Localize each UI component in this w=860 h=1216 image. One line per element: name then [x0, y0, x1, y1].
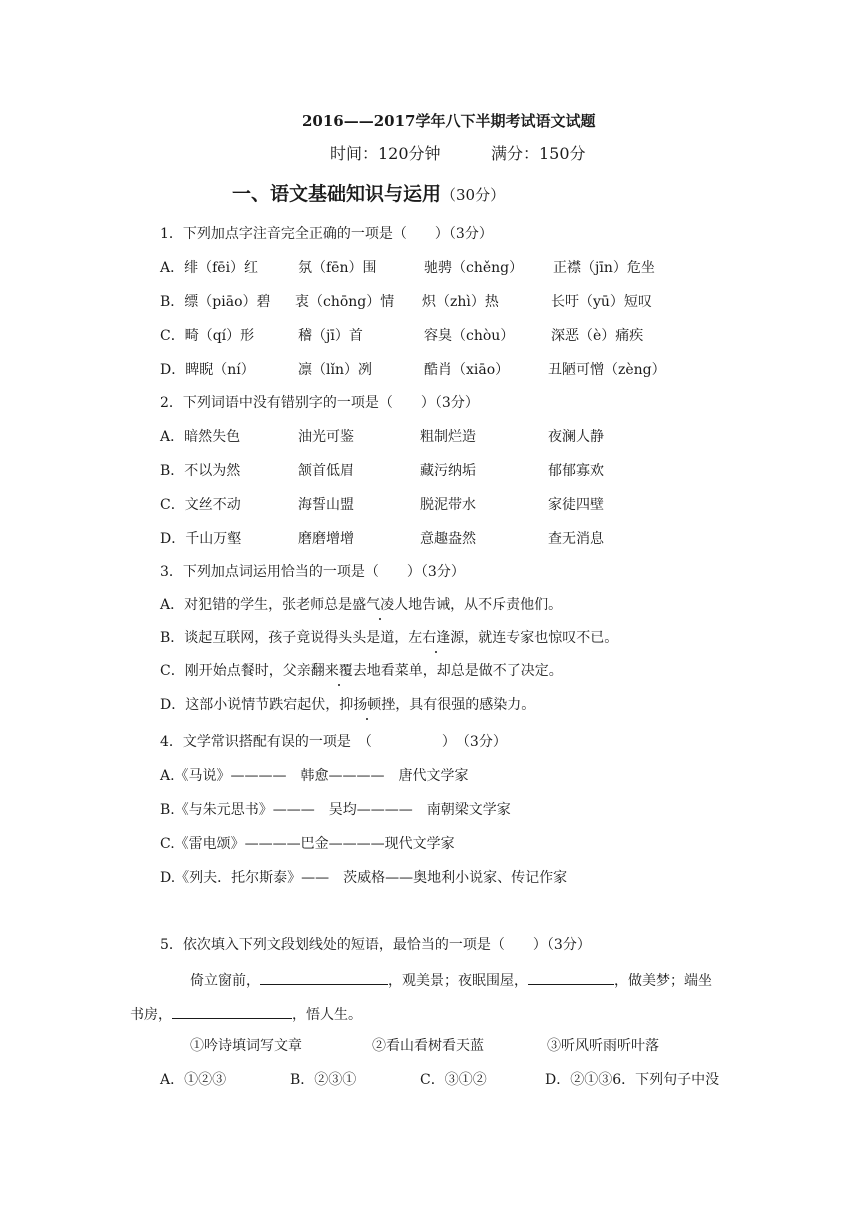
q3-c-dotted-word: 翻来覆去: [310, 663, 367, 679]
q1-c-item: C．畸（qí）形: [160, 328, 255, 344]
q5-text-1c: ，做美梦；端坐: [614, 973, 712, 989]
q4-option-a: A.《马说》———— 韩愈———— 唐代文学家: [160, 768, 469, 784]
q5-text-1a: 倚立窗前，: [190, 973, 260, 989]
q5-option-c: C．③①②: [420, 1072, 487, 1088]
q2-b-item: 藏污纳垢: [420, 463, 476, 479]
q5-blank-3: [172, 1004, 292, 1019]
q3-b-after: ，就连专家也惊叹不已。: [464, 630, 619, 646]
q2-d-item: D．千山万壑: [160, 531, 242, 547]
exam-time: 时间：120分钟: [330, 144, 441, 163]
q1-d-item: D．睥睨（ní）: [160, 362, 255, 378]
q1-a-item: 氛（fēn）围: [298, 260, 377, 276]
q3-option-b: [160, 629, 618, 647]
q5-option-b: B．②③①: [290, 1072, 357, 1088]
q4-stem: 4．文学常识搭配有误的一项是 （ ） （3分）: [160, 734, 507, 750]
q2-a-item: A．暗然失色: [160, 429, 241, 445]
q2-a-item: 夜澜人静: [548, 429, 604, 445]
q4-option-d: D.《列夫．托尔斯泰》—— 茨威格——奥地利小说家、传记作家: [160, 870, 568, 886]
q5-blank-2: [528, 970, 614, 985]
q2-c-item: 家徒四壁: [548, 497, 604, 513]
q2-stem: 2．下列词语中没有错别字的一项是（ ）（3分）: [160, 395, 479, 411]
q3-a-after: 地告诫，从不斥责他们。: [408, 597, 563, 613]
q4-option-b: B.《与朱元思书》——— 吴均———— 南朝梁文学家: [160, 802, 511, 818]
q1-b-item: 衷（chōng）情: [295, 294, 395, 310]
q5-phrase-1: ①吟诗填词写文章: [190, 1038, 302, 1054]
q1-a-item: 正襟（jīn）危坐: [553, 260, 655, 276]
section-1-score: （30分）: [441, 186, 506, 204]
q1-c-item: 稽（jī）首: [298, 328, 363, 344]
q5-text-1b: ，观美景；夜眠围屋，: [388, 973, 528, 989]
q1-c-item: 深恶（è）痛疾: [551, 328, 644, 344]
q2-c-item: 脱泥带水: [420, 497, 476, 513]
q3-option-c: [160, 662, 563, 680]
q5-option-d: D．②①③6．下列句子中没: [545, 1072, 720, 1088]
q2-b-item: 郁郁寡欢: [548, 463, 604, 479]
q5-option-a: A．①②③: [160, 1072, 227, 1088]
q1-d-item: 酷肖（xiāo）: [424, 362, 510, 378]
q1-a-item: 驰骋（chěng）: [424, 260, 524, 276]
q5-phrase-2: ②看山看树看天蓝: [372, 1038, 484, 1054]
q2-b-item: B．不以为然: [160, 463, 241, 479]
q2-c-item: C．文丝不动: [160, 497, 241, 513]
q2-d-item: 磨磨增增: [298, 531, 354, 547]
q1-b-item: 长吁（yū）短叹: [551, 294, 652, 310]
q3-b-dotted-word: 左右逢源: [408, 630, 465, 646]
q2-a-item: 油光可鉴: [298, 429, 354, 445]
exam-full-score: 满分：150分: [491, 144, 586, 163]
q2-a-item: 粗制烂造: [420, 429, 476, 445]
q3-c-after: 地看菜单，却总是做不了决定。: [366, 663, 563, 679]
q5-stem: 5．依次填入下列文段划线处的短语，最恰当的一项是（ ）（3分）: [160, 937, 591, 953]
q5-text-2a: 书房，: [130, 1007, 172, 1023]
exam-title: 2016——2017学年八下半期考试语文试题: [302, 112, 596, 130]
q3-d-after: ，具有很强的感染力。: [395, 697, 536, 713]
q1-a-item: A．绯（fēi）红: [160, 260, 259, 276]
q1-b-item: B．缥（piāo）碧: [160, 294, 271, 310]
q4-option-c: C.《雷电颂》————巴金————现代文学家: [160, 836, 455, 852]
q3-option-a: [160, 596, 562, 614]
q5-phrase-3: ③听风听雨听叶落: [547, 1038, 659, 1054]
q5-passage-line2: [130, 1004, 362, 1024]
q5-blank-1: [260, 970, 388, 985]
q2-b-item: 颔首低眉: [298, 463, 354, 479]
q5-passage-line1: [190, 970, 712, 990]
section-1-heading: [232, 182, 505, 207]
q1-c-item: 容臭（chòu）: [424, 328, 515, 344]
q2-c-item: 海誓山盟: [298, 497, 354, 513]
q3-d-before: D．这部小说情节跌宕起伏，: [160, 697, 340, 713]
q3-d-dotted-word: 抑扬顿挫: [339, 697, 396, 713]
q1-stem: 1．下列加点字注音完全正确的一项是（ ）（3分）: [160, 226, 493, 242]
q1-d-item: 凛（lǐn）冽: [298, 362, 372, 378]
q3-a-before: A．对犯错的学生，张老师总是: [160, 597, 353, 613]
q3-c-before: C．刚开始点餐时，父亲: [160, 663, 311, 679]
q3-a-dotted-word: 盛气凌人: [352, 597, 409, 613]
q2-d-item: 查无消息: [548, 531, 604, 547]
q5-text-2b: ，悟人生。: [292, 1007, 362, 1023]
q3-stem: 3．下列加点词运用恰当的一项是（ ）（3分）: [160, 564, 465, 580]
section-1-title: 一、语文基础知识与运用: [232, 183, 442, 205]
q3-option-d: [160, 696, 535, 714]
q1-d-item: 丑陋可憎（zèng）: [548, 362, 666, 378]
q1-b-item: 炽（zhì）热: [422, 294, 499, 310]
q3-b-before: B．谈起互联网，孩子竟说得头头是道，: [160, 630, 409, 646]
q2-d-item: 意趣盎然: [420, 531, 476, 547]
